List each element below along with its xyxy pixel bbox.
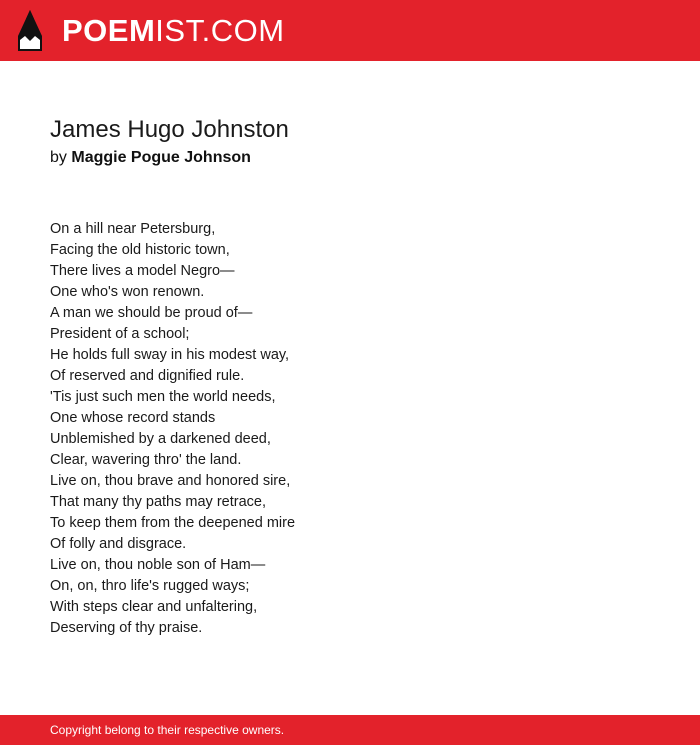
poem-line: One whose record stands <box>50 410 216 426</box>
poem-line: Clear, wavering thro' the land. <box>50 452 242 468</box>
poem-line: Facing the old historic town, <box>50 242 230 258</box>
byline-prefix: by <box>50 149 67 166</box>
poem-line: Of reserved and dignified rule. <box>50 368 245 384</box>
poem-body <box>50 219 295 639</box>
logo-bold-text: POEM <box>62 13 156 48</box>
logo-light-text: IST.COM <box>155 13 285 48</box>
poem-line: A man we should be proud of— <box>50 305 253 321</box>
pencil-icon[interactable] <box>18 10 42 51</box>
site-footer <box>0 715 700 745</box>
poem-line: He holds full sway in his modest way, <box>50 347 290 363</box>
poem-line: Of folly and disgrace. <box>50 536 187 552</box>
poem-line: Unblemished by a darkened deed, <box>50 431 271 447</box>
poem-line: On, on, thro life's rugged ways; <box>50 578 250 594</box>
poem-line: To keep them from the deepened mire <box>50 515 296 531</box>
site-logo[interactable] <box>62 10 285 52</box>
poem-line: President of a school; <box>50 326 190 342</box>
poem-line: There lives a model Negro— <box>50 263 235 279</box>
poem-line: With steps clear and unfaltering, <box>50 599 258 615</box>
byline <box>50 149 251 167</box>
author-name: Maggie Pogue Johnson <box>71 149 251 166</box>
copyright-text: Copyright belong to their respective owners. <box>50 723 285 737</box>
poem-line: Live on, thou brave and honored sire, <box>50 473 291 489</box>
poem-line: Deserving of thy praise. <box>50 620 203 636</box>
site-header <box>0 0 700 61</box>
poem-line: 'Tis just such men the world needs, <box>50 389 276 405</box>
poem-line: That many thy paths may retrace, <box>50 494 266 510</box>
poem-title: James Hugo Johnston <box>50 116 289 143</box>
poem-line: On a hill near Petersburg, <box>50 221 216 237</box>
poem-line: One who's won renown. <box>50 284 205 300</box>
poem-line: Live on, thou noble son of Ham— <box>50 557 266 573</box>
